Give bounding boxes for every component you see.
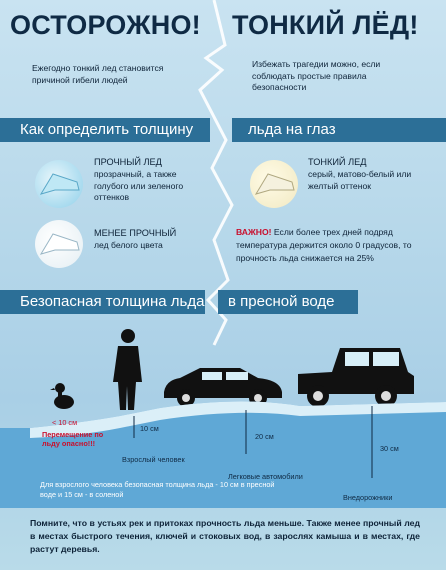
- thin-ice-text: серый, матово-белый или желтый оттенок: [308, 169, 412, 191]
- less-strong-title: МЕНЕЕ ПРОЧНЫЙ: [94, 228, 177, 238]
- thin-ice-icon: [250, 160, 298, 208]
- warning-block: [236, 226, 436, 265]
- duck-thickness: < 10 см: [52, 418, 78, 427]
- thin-ice-title: ТОНКИЙ ЛЕД: [308, 157, 367, 167]
- strong-ice-title: ПРОЧНЫЙ ЛЕД: [94, 157, 162, 167]
- suv-thickness: 30 см: [380, 444, 399, 453]
- warning-label: ВАЖНО!: [236, 227, 272, 237]
- section1-band-left: Как определить толщину: [0, 118, 210, 142]
- human-thickness: 10 см: [140, 424, 159, 433]
- car-label: Легковые автомобили: [228, 472, 303, 481]
- car-thickness: 20 см: [255, 432, 274, 441]
- human-label: Взрослый человек: [122, 455, 185, 464]
- section2-band-left: Безопасная толщина льда: [0, 290, 205, 314]
- section2-band-right: в пресной воде: [218, 290, 358, 314]
- less-strong-text: лед белого цвета: [94, 240, 163, 250]
- header-left-text: Ежегодно тонкий лед становится причиной гибели людей: [32, 63, 164, 85]
- suv-label: Внедорожники: [343, 493, 393, 502]
- section1-band-right: льда на глаз: [232, 118, 446, 142]
- duck-note: Перемещение по льду опасно!!!: [42, 430, 104, 448]
- strong-ice-text: прозрачный, а также голубого или зеленого оттенков: [94, 169, 184, 202]
- title-warning: ОСТОРОЖНО!: [10, 10, 201, 40]
- footer-text: Помните, что в устьях рек и притоках прочность льда меньше. Также менее прочный лед в местах быстрого течения, ключей и стоковых вод, в зарослях камыша и в местах, где растут деревья.: [30, 518, 420, 554]
- warning-text: Если более трех дней подряд температура держится около 0 градусов, то прочность льда снижается на 25%: [236, 227, 412, 263]
- less-strong-ice-icon: [35, 220, 83, 268]
- title-thin-ice: ТОНКИЙ ЛЁД!: [232, 10, 419, 40]
- strong-ice-icon: [35, 160, 83, 208]
- adult-note: Для взрослого человека безопасная толщина льда - 10 см в пресной воде и 15 см - в соленой: [40, 480, 275, 499]
- header-right-text: Избежать трагедии можно, если соблюдать простые правила безопасности: [252, 59, 381, 92]
